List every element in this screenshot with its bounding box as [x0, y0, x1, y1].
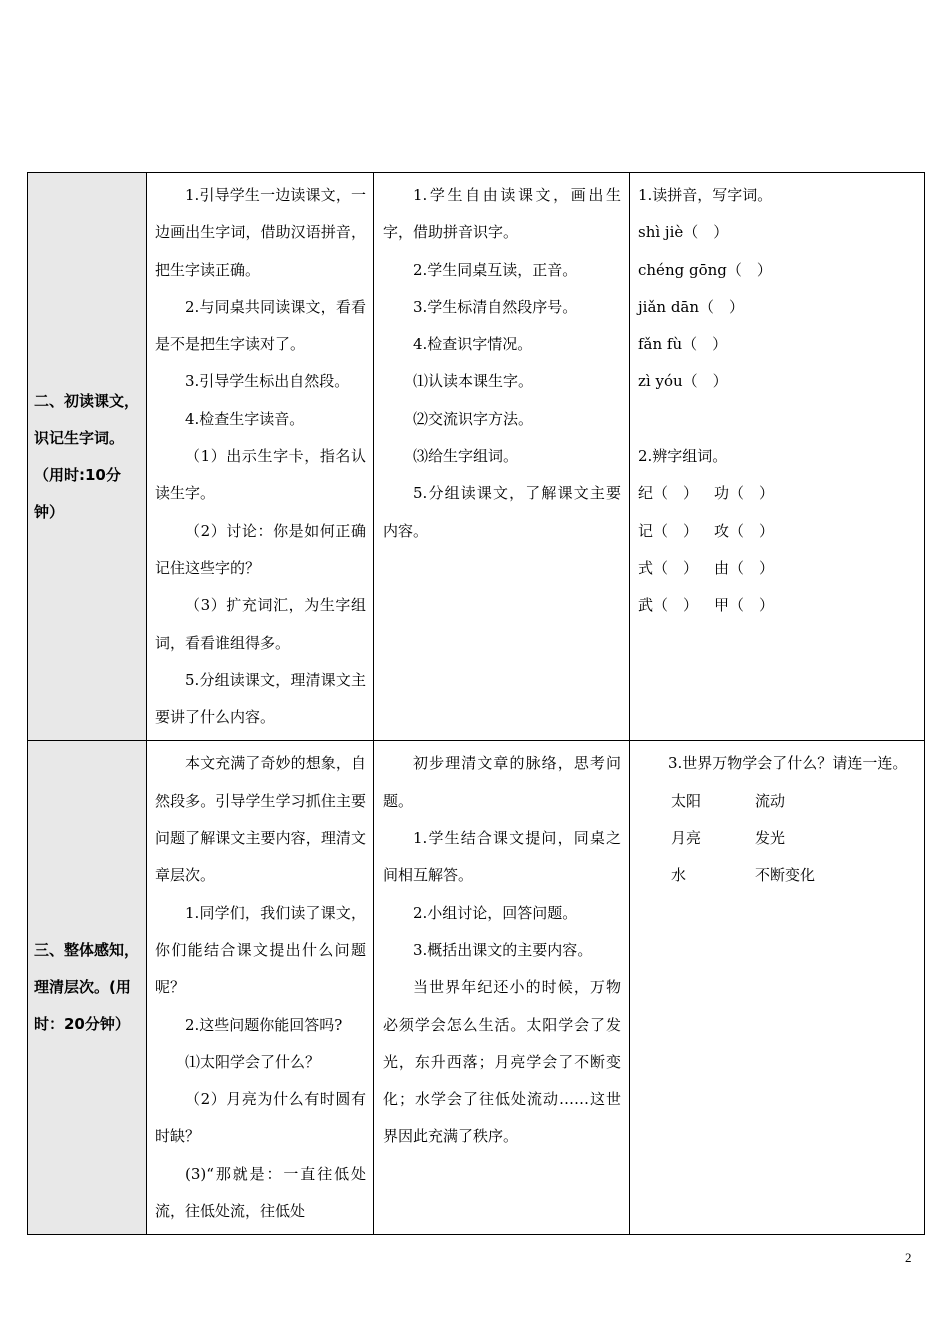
exercise-cell: [630, 173, 925, 741]
char-item: 记（ ）: [638, 521, 699, 540]
teacher-step: （3）扩充词汇，为生字组词，看看谁组得多。: [155, 596, 366, 652]
pinyin-item: shì jiè（ ）: [638, 223, 729, 242]
table-row: [28, 173, 925, 741]
teacher-step: 4.检查生字读音。: [185, 409, 305, 428]
exercise-question: 3.世界万物学会了什么？请连一连。: [668, 754, 908, 773]
match-row: [638, 783, 916, 820]
student-activity-cell: [374, 741, 630, 1235]
student-step: 2.小组讨论，回答问题。: [413, 903, 578, 922]
teacher-step: 2.这些问题你能回答吗?: [185, 1015, 343, 1034]
student-activity-cell: [374, 173, 630, 741]
stage-line: 识记生字词。: [34, 428, 125, 447]
char-pair: [638, 513, 916, 550]
teacher-step: 3.引导学生标出自然段。: [185, 372, 350, 391]
student-step: 2.学生同桌互读，正音。: [413, 260, 578, 279]
teacher-activity-cell: [147, 173, 374, 741]
match-row: [638, 820, 916, 857]
student-step: 5.分组读课文，了解课文主要内容。: [383, 484, 621, 540]
student-step: 3.学生标清自然段序号。: [413, 297, 578, 316]
match-right: 流动: [755, 791, 786, 810]
student-step: 3.概括出课文的主要内容。: [413, 940, 593, 959]
table-row: [28, 741, 925, 1235]
teacher-step: 1.同学们，我们读了课文，你们能结合课文提出什么问题呢？: [155, 903, 366, 997]
char-item: 式（ ）: [638, 558, 699, 577]
teacher-step: （1）出示生字卡，指名认读生字。: [155, 447, 366, 503]
student-step: 1.学生结合课文提问，同桌之间相互解答。: [383, 829, 621, 885]
teacher-step: ⑴太阳学会了什么？: [185, 1052, 321, 1071]
char-item: 功（ ）: [714, 484, 775, 503]
stage-line: 三、整体感知，: [34, 941, 140, 960]
student-step: ⑵交流识字方法。: [413, 409, 534, 428]
student-step: ⑶给生字组词。: [413, 447, 519, 466]
stage-line: （用时:10分: [34, 465, 121, 484]
match-row: [638, 857, 916, 894]
pinyin-item: zì yóu（ ）: [638, 372, 728, 391]
teacher-step: 5.分组读课文，理清课文主要讲了什么内容。: [155, 670, 366, 727]
char-item: 武（ ）: [638, 596, 699, 615]
teacher-step: 2.与同桌共同读课文，看看是不是把生字读对了。: [155, 297, 366, 354]
match-right: 不断变化: [755, 866, 816, 885]
student-step: ⑴认读本课生字。: [413, 372, 534, 391]
pinyin-item: chéng gōng（ ）: [638, 260, 772, 279]
student-step: 初步理清文章的脉络，思考问题。: [383, 754, 621, 810]
teacher-step: （2）月亮为什么有时圆有时缺？: [155, 1090, 366, 1146]
stage-line: 时：20分钟）: [34, 1015, 130, 1034]
stage-cell: [28, 173, 147, 741]
student-step: 当世界年纪还小的时候，万物必须学会怎么生活。太阳学会了发光，东升西落；月亮学会了不断变化；水学会了往低处流动……这世界因此充满了秩序。: [383, 978, 621, 1146]
char-item: 甲（ ）: [714, 596, 775, 615]
teacher-step: （2）讨论：你是如何正确记住这些字的？: [155, 521, 366, 577]
teacher-step: 本文充满了奇妙的想象，自然段多。引导学生学习抓住主要问题了解课文主要内容，理清文章层次。: [155, 754, 366, 885]
exercise-cell: [630, 741, 925, 1235]
stage-cell: [28, 741, 147, 1235]
char-item: 由（ ）: [714, 558, 775, 577]
exercise-question: 1.读拼音，写字词。: [638, 186, 773, 204]
student-step: 1.学生自由读课文，画出生字，借助拼音识字。: [383, 186, 621, 242]
teacher-activity-cell: [147, 741, 374, 1235]
char-pair: [638, 587, 916, 624]
match-left: 月亮: [671, 829, 702, 848]
exercise-question: 2.辨字组词。: [638, 447, 728, 466]
char-item: 攻（ ）: [714, 521, 775, 540]
lesson-plan-table: [27, 172, 925, 1235]
pinyin-item: fǎn fù（ ）: [638, 335, 728, 354]
page-number: 2: [905, 1250, 912, 1265]
stage-line: 钟）: [34, 502, 65, 521]
stage-line: 理清层次。(用: [34, 978, 131, 997]
char-pair: [638, 475, 916, 512]
teacher-step: (3)“那就是：一直往低处流，往低处流，往低处: [155, 1164, 366, 1221]
pinyin-item: jiǎn dān（ ）: [638, 297, 745, 316]
char-item: 纪（ ）: [638, 484, 699, 503]
match-right: 发光: [755, 829, 786, 848]
teacher-step: 1.引导学生一边读课文，一边画出生字词，借助汉语拼音，把生字读正确。: [155, 186, 366, 279]
char-pair: [638, 550, 916, 587]
stage-line: 二、初读课文，: [34, 391, 140, 410]
match-left: 太阳: [671, 791, 702, 810]
match-left: 水: [671, 866, 687, 885]
student-step: 4.检查识字情况。: [413, 335, 533, 354]
